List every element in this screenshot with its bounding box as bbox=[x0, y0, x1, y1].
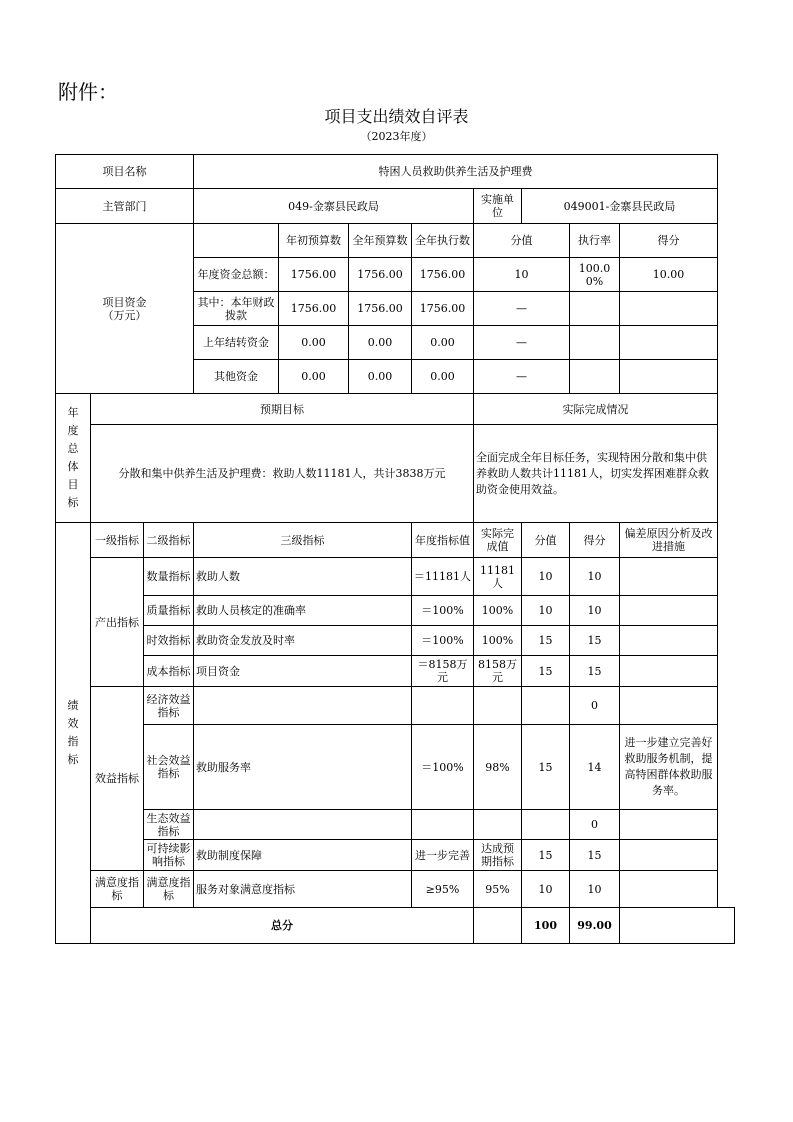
indicator-actual: 95% bbox=[474, 871, 522, 908]
indicator-row bbox=[56, 558, 735, 596]
indicator-actual: 11181人 bbox=[474, 558, 522, 596]
indicator-header: 实际完成值 bbox=[474, 523, 522, 558]
indicator-actual bbox=[474, 687, 522, 725]
indicator-level3: 救助制度保障 bbox=[194, 840, 412, 871]
funds-rate bbox=[570, 326, 620, 360]
indicator-header: 偏差原因分析及改进措施 bbox=[620, 523, 718, 558]
indicator-row bbox=[56, 725, 735, 810]
indicator-actual: 100% bbox=[474, 596, 522, 626]
indicator-level3: 救助服务率 bbox=[194, 725, 412, 810]
indicator-score: 15 bbox=[570, 656, 620, 687]
indicator-score-value: 15 bbox=[522, 840, 570, 871]
funds-score-value: — bbox=[474, 326, 570, 360]
indicator-score: 10 bbox=[570, 558, 620, 596]
funds-annual: 1756.00 bbox=[349, 292, 412, 326]
funds-initial: 0.00 bbox=[279, 326, 349, 360]
funds-executed: 1756.00 bbox=[412, 292, 474, 326]
indicator-score-value bbox=[522, 687, 570, 725]
indicator-score: 15 bbox=[570, 626, 620, 656]
indicator-note: 进一步建立完善好救助服务机制，提高特困群体救助服务率。 bbox=[620, 725, 718, 810]
report-year: （2023年度） bbox=[360, 130, 433, 143]
output-indicator-label: 产出指标 bbox=[91, 558, 144, 687]
indicator-actual: 100% bbox=[474, 626, 522, 656]
indicator-header: 得分 bbox=[570, 523, 620, 558]
total-score: 99.00 bbox=[570, 908, 620, 944]
indicator-note bbox=[620, 810, 718, 840]
funds-header: 得分 bbox=[620, 224, 718, 258]
funds-row-label: 其他资金 bbox=[194, 360, 279, 394]
funds-header: 年初预算数 bbox=[279, 224, 349, 258]
total-note-blank bbox=[620, 908, 735, 944]
self-evaluation-table bbox=[55, 154, 735, 944]
indicator-target bbox=[412, 687, 474, 725]
effect-indicator-label: 效益指标 bbox=[91, 687, 144, 871]
funds-score: 10.00 bbox=[620, 258, 718, 292]
indicator-level2: 质量指标 bbox=[144, 596, 194, 626]
indicator-score: 15 bbox=[570, 840, 620, 871]
indicator-note bbox=[620, 558, 718, 596]
project-name: 特困人员救助供养生活及护理费 bbox=[194, 155, 718, 189]
attachment-label: 附件： bbox=[58, 80, 118, 104]
indicator-score-value: 15 bbox=[522, 656, 570, 687]
total-label: 总分 bbox=[91, 908, 474, 944]
total-score-value: 100 bbox=[522, 908, 570, 944]
indicator-score: 0 bbox=[570, 687, 620, 725]
funds-score bbox=[620, 292, 718, 326]
indicator-header: 分值 bbox=[522, 523, 570, 558]
indicator-note bbox=[620, 687, 718, 725]
indicator-level2: 经济效益指标 bbox=[144, 687, 194, 725]
indicator-target: ＝100% bbox=[412, 596, 474, 626]
funds-row-label: 上年结转资金 bbox=[194, 326, 279, 360]
funds-executed: 0.00 bbox=[412, 360, 474, 394]
funds-initial: 0.00 bbox=[279, 360, 349, 394]
funds-executed: 1756.00 bbox=[412, 258, 474, 292]
funds-header: 分值 bbox=[474, 224, 570, 258]
indicator-target: ≥95% bbox=[412, 871, 474, 908]
indicator-row bbox=[56, 656, 735, 687]
indicator-target: ＝11181人 bbox=[412, 558, 474, 596]
indicator-note bbox=[620, 871, 718, 908]
indicator-level3: 项目资金 bbox=[194, 656, 412, 687]
indicator-target: ＝100% bbox=[412, 725, 474, 810]
indicator-score: 10 bbox=[570, 871, 620, 908]
goals-expected-header: 预期目标 bbox=[91, 394, 474, 425]
indicator-level2: 可持续影响指标 bbox=[144, 840, 194, 871]
indicator-level3 bbox=[194, 810, 412, 840]
indicator-header: 二级指标 bbox=[144, 523, 194, 558]
indicator-header: 三级指标 bbox=[194, 523, 412, 558]
indicator-level2: 时效指标 bbox=[144, 626, 194, 656]
indicator-level2: 社会效益指标 bbox=[144, 725, 194, 810]
indicator-row bbox=[56, 871, 735, 908]
indicator-level2: 成本指标 bbox=[144, 656, 194, 687]
funds-rate: 100.00% bbox=[570, 258, 620, 292]
funds-score-value: — bbox=[474, 292, 570, 326]
indicator-score-value: 10 bbox=[522, 558, 570, 596]
indicator-header: 一级指标 bbox=[91, 523, 144, 558]
funds-score bbox=[620, 360, 718, 394]
indicator-row bbox=[56, 596, 735, 626]
indicator-note bbox=[620, 656, 718, 687]
satisfaction-indicator-label: 满意度指标 bbox=[91, 871, 144, 908]
indicator-actual bbox=[474, 810, 522, 840]
indicator-score: 0 bbox=[570, 810, 620, 840]
indicator-actual: 8158万元 bbox=[474, 656, 522, 687]
indicator-header: 年度指标值 bbox=[412, 523, 474, 558]
total-blank bbox=[474, 908, 522, 944]
indicator-note bbox=[620, 596, 718, 626]
funds-row-label: 其中：本年财政拨款 bbox=[194, 292, 279, 326]
goals-actual-header: 实际完成情况 bbox=[474, 394, 718, 425]
funds-row-label: 年度资金总额： bbox=[194, 258, 279, 292]
goals-label: 年 度 总 体 目 标 bbox=[56, 394, 91, 523]
indicator-level3: 救助人数 bbox=[194, 558, 412, 596]
indicator-level2: 数量指标 bbox=[144, 558, 194, 596]
indicator-row bbox=[56, 626, 735, 656]
indicator-level2: 满意度指标 bbox=[144, 871, 194, 908]
indicator-note bbox=[620, 626, 718, 656]
dept-value: 049-金寨县民政局 bbox=[194, 189, 474, 224]
indicator-level3 bbox=[194, 687, 412, 725]
dept-label: 主管部门 bbox=[56, 189, 194, 224]
funds-initial: 1756.00 bbox=[279, 258, 349, 292]
indicator-row bbox=[56, 687, 735, 725]
page-title: 项目支出绩效自评表 bbox=[324, 107, 469, 126]
funds-annual: 0.00 bbox=[349, 326, 412, 360]
indicator-score-value: 10 bbox=[522, 596, 570, 626]
indicator-score: 14 bbox=[570, 725, 620, 810]
funds-annual: 1756.00 bbox=[349, 258, 412, 292]
indicator-row bbox=[56, 840, 735, 871]
indicator-actual: 98% bbox=[474, 725, 522, 810]
funds-label: 项目资金 （万元） bbox=[56, 224, 194, 394]
indicator-target: ＝8158万元 bbox=[412, 656, 474, 687]
indicator-score-value: 15 bbox=[522, 725, 570, 810]
indicator-target: ＝100% bbox=[412, 626, 474, 656]
indicator-actual: 达成预期指标 bbox=[474, 840, 522, 871]
funds-score bbox=[620, 326, 718, 360]
indicator-note bbox=[620, 840, 718, 871]
indicator-score: 10 bbox=[570, 596, 620, 626]
funds-score-value: 10 bbox=[474, 258, 570, 292]
indicator-level3: 救助人员核定的准确率 bbox=[194, 596, 412, 626]
funds-header: 执行率 bbox=[570, 224, 620, 258]
funds-initial: 1756.00 bbox=[279, 292, 349, 326]
funds-score-value: — bbox=[474, 360, 570, 394]
indicators-label: 绩 效 指 标 bbox=[56, 523, 91, 944]
funds-rate bbox=[570, 292, 620, 326]
indicator-row bbox=[56, 810, 735, 840]
funds-header-blank bbox=[194, 224, 279, 258]
indicator-target: 进一步完善 bbox=[412, 840, 474, 871]
indicator-level2: 生态效益指标 bbox=[144, 810, 194, 840]
impl-value: 049001-金寨县民政局 bbox=[522, 189, 718, 224]
indicator-target bbox=[412, 810, 474, 840]
funds-annual: 0.00 bbox=[349, 360, 412, 394]
goals-actual: 全面完成全年目标任务，实现特困分散和集中供养救助人数共计11181人，切实发挥困难群众救助资金使用效益。 bbox=[474, 425, 718, 523]
indicator-score-value: 15 bbox=[522, 626, 570, 656]
indicator-level3: 服务对象满意度指标 bbox=[194, 871, 412, 908]
funds-executed: 0.00 bbox=[412, 326, 474, 360]
indicator-level3: 救助资金发放及时率 bbox=[194, 626, 412, 656]
project-name-label: 项目名称 bbox=[56, 155, 194, 189]
indicator-score-value: 10 bbox=[522, 871, 570, 908]
impl-label: 实施单位 bbox=[474, 189, 522, 224]
funds-header: 全年预算数 bbox=[349, 224, 412, 258]
indicator-score-value bbox=[522, 810, 570, 840]
funds-rate bbox=[570, 360, 620, 394]
goals-expected: 分散和集中供养生活及护理费：救助人数11181人，共计3838万元 bbox=[91, 425, 474, 523]
funds-header: 全年执行数 bbox=[412, 224, 474, 258]
